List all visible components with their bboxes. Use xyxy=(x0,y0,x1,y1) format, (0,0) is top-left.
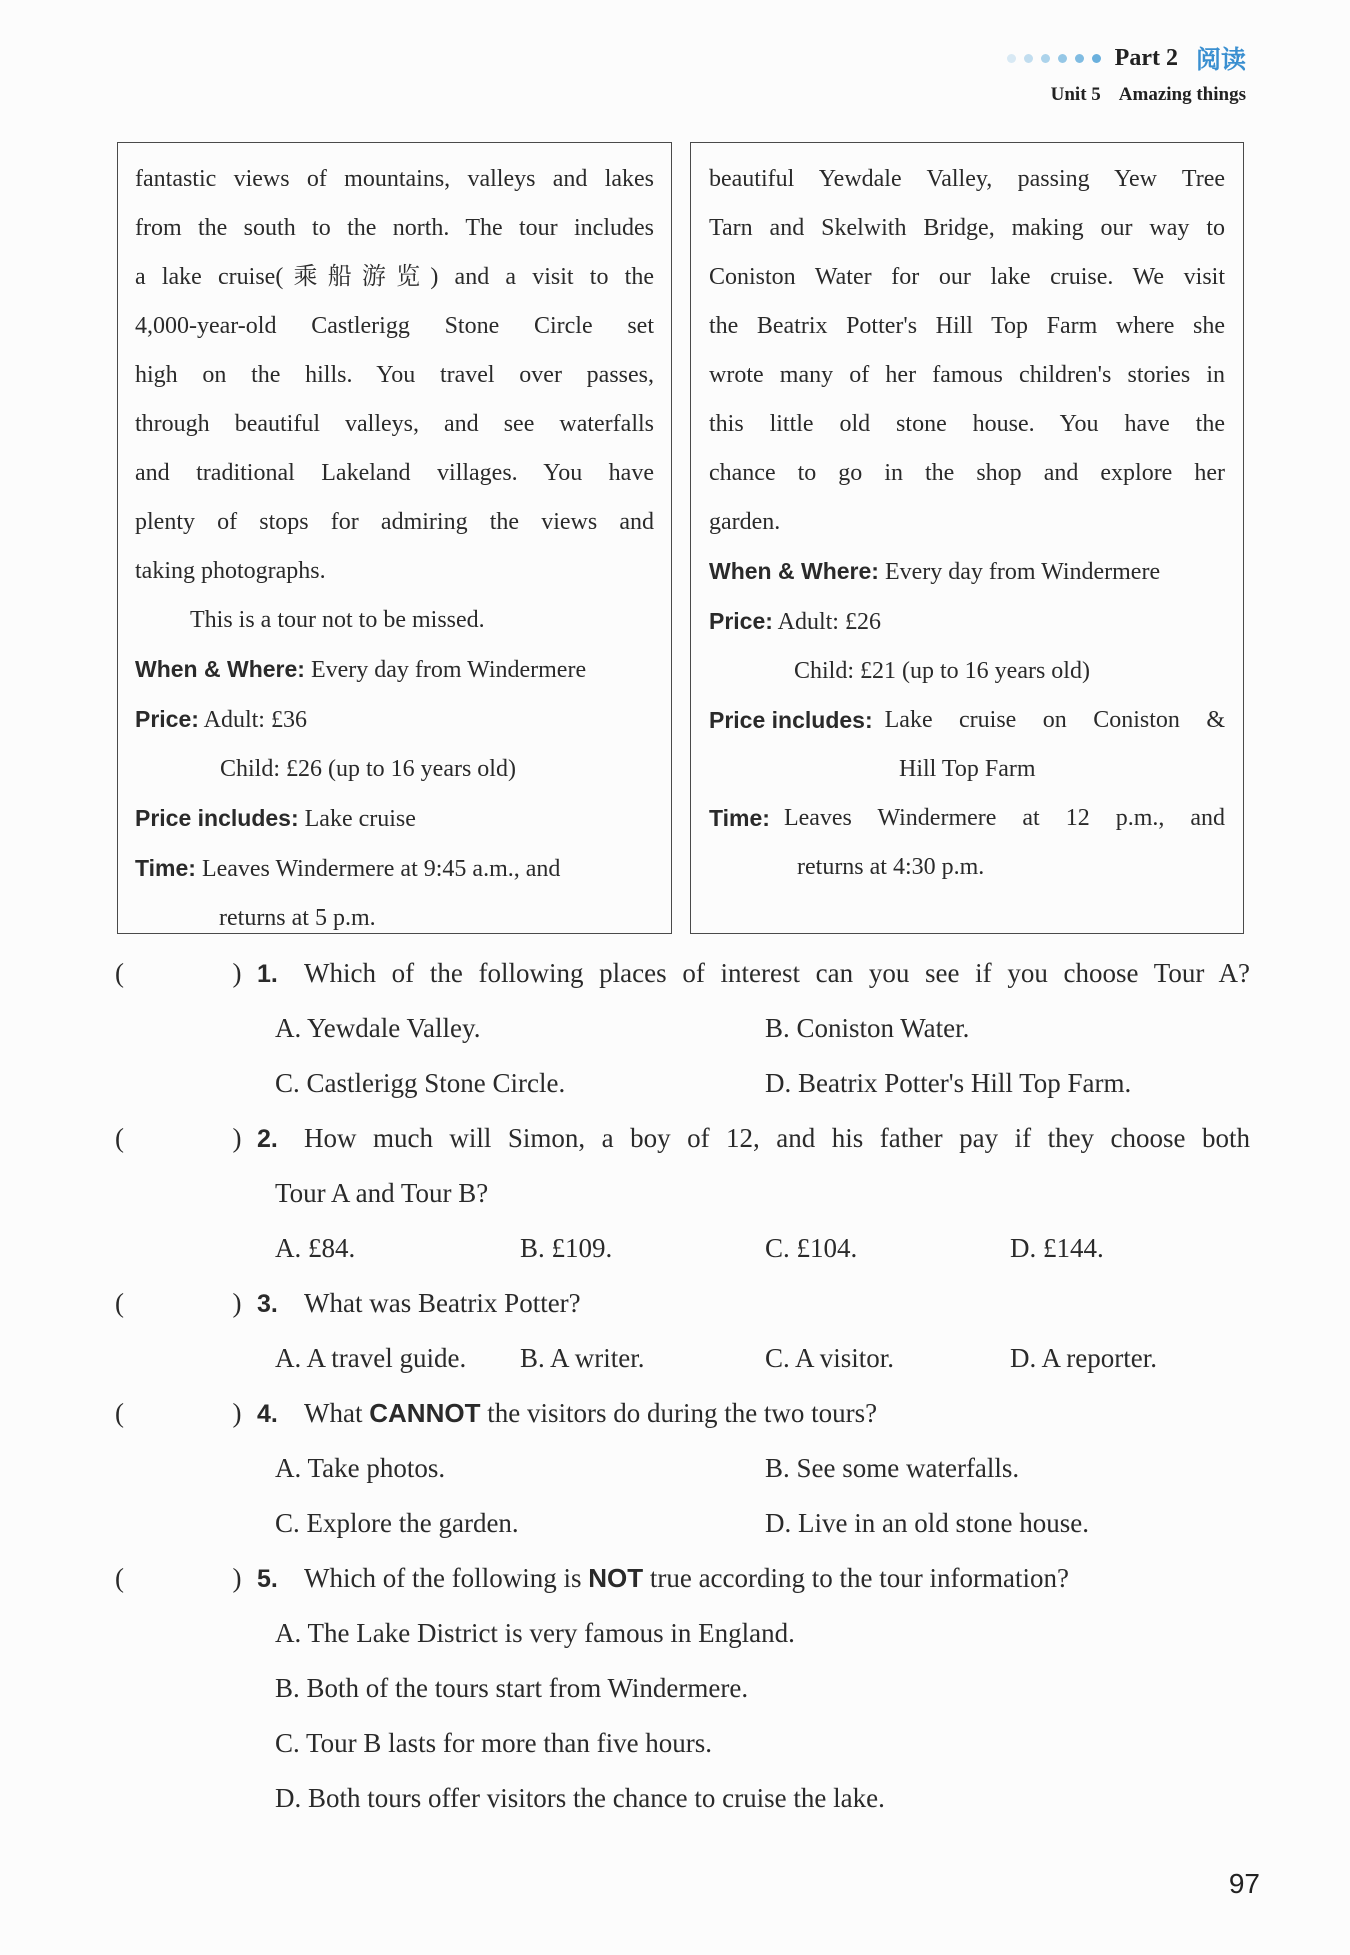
unit-title: Amazing things xyxy=(1118,84,1246,105)
when-where-label: When & Where: xyxy=(135,656,305,682)
option-a[interactable]: A. Yewdale Valley. xyxy=(275,1013,481,1043)
question-4 xyxy=(115,1386,1250,1551)
answer-blank[interactable]: ) xyxy=(232,958,242,988)
text-line: chance to go in the shop and explore her xyxy=(709,460,1225,486)
question-text: What CANNOT the visitors do during the two tours? xyxy=(304,1398,878,1428)
option-b[interactable]: B. Both of the tours start from Windermere. xyxy=(275,1673,749,1703)
option-c[interactable]: C. Tour B lasts for more than five hours. xyxy=(275,1728,713,1758)
question-number: 3. xyxy=(257,1290,278,1318)
emphasis-word: CANNOT xyxy=(369,1398,481,1428)
option-d[interactable]: D. £144. xyxy=(1010,1233,1104,1263)
decorative-dots xyxy=(1007,54,1101,63)
option-c[interactable]: C. A visitor. xyxy=(765,1343,895,1373)
text-line: through beautiful valleys, and see waterfalls xyxy=(135,411,654,437)
answer-paren-open: ( xyxy=(115,1398,124,1428)
answer-blank[interactable]: ) xyxy=(232,1563,242,1593)
price-label: Price: xyxy=(709,608,773,634)
price-child: Child: £21 (up to 16 years old) xyxy=(794,658,1090,684)
answer-blank[interactable]: ) xyxy=(232,1398,242,1428)
when-where-row xyxy=(709,547,1225,597)
price-child: Child: £26 (up to 16 years old) xyxy=(220,756,516,782)
price-row xyxy=(135,695,654,745)
when-where-value: Every day from Windermere xyxy=(310,657,587,683)
option-b[interactable]: B. A writer. xyxy=(520,1343,645,1373)
price-includes-row xyxy=(709,696,1225,745)
text-line: a lake cruise(乘船游览) and a visit to the xyxy=(135,264,654,290)
text-line: taking photographs. xyxy=(135,558,326,584)
answer-paren-open: ( xyxy=(115,1288,124,1318)
price-adult: Adult: £36 xyxy=(203,707,307,733)
text-line: this little old stone house. You have the xyxy=(709,411,1225,437)
answer-paren-open: ( xyxy=(115,1123,124,1153)
when-where-value: Every day from Windermere xyxy=(884,559,1161,585)
tour-a-box xyxy=(117,142,672,934)
price-includes-label: Price includes: xyxy=(709,707,873,733)
price-includes-value: Lake cruise on Coniston & xyxy=(884,707,1225,733)
text-line: garden. xyxy=(709,509,781,535)
price-includes-label: Price includes: xyxy=(135,805,299,831)
question-text: How much will Simon, a boy of 12, and his father pay if they choose both xyxy=(304,1123,1250,1153)
price-includes-row xyxy=(135,794,654,844)
text-line: Tarn and Skelwith Bridge, making our way to xyxy=(709,215,1225,241)
price-adult: Adult: £26 xyxy=(777,609,881,635)
answer-blank[interactable]: ) xyxy=(232,1123,242,1153)
part-chinese-label: 阅读 xyxy=(1195,45,1246,74)
answer-blank[interactable]: ) xyxy=(232,1288,242,1318)
option-d[interactable]: D. Both tours offer visitors the chance to cruise the lake. xyxy=(275,1783,885,1813)
text-line: Coniston Water for our lake cruise. We visit xyxy=(709,264,1225,290)
text-line: beautiful Yewdale Valley, passing Yew Tree xyxy=(709,166,1225,192)
tour-b-description xyxy=(709,155,1225,547)
option-b[interactable]: B. See some waterfalls. xyxy=(765,1453,1020,1483)
question-number: 2. xyxy=(257,1125,278,1153)
unit-line xyxy=(1007,84,1246,106)
text-line: 4,000-year-old Castlerigg Stone Circle set xyxy=(135,313,654,339)
answer-paren-open: ( xyxy=(115,958,124,988)
unit-label: Unit 5 xyxy=(1050,84,1101,105)
when-where-label: When & Where: xyxy=(709,558,879,584)
price-label: Price: xyxy=(135,706,199,732)
question-number: 4. xyxy=(257,1400,278,1428)
question-number: 1. xyxy=(257,960,278,988)
question-text: What was Beatrix Potter? xyxy=(304,1288,581,1318)
time-value-cont: returns at 5 p.m. xyxy=(219,905,376,931)
question-list xyxy=(115,946,1250,1826)
tour-a-description xyxy=(135,155,654,596)
text-line: and traditional Lakeland villages. You have xyxy=(135,460,654,486)
text-line: fantastic views of mountains, valleys and lakes xyxy=(135,166,654,192)
question-text-cont: Tour A and Tour B? xyxy=(275,1178,489,1208)
option-a[interactable]: A. £84. xyxy=(275,1233,356,1263)
time-label: Time: xyxy=(135,855,196,881)
closing-line: This is a tour not to be missed. xyxy=(190,607,485,633)
text-line: the Beatrix Potter's Hill Top Farm where she xyxy=(709,313,1225,339)
price-includes-value: Lake cruise xyxy=(304,806,416,832)
when-where-row xyxy=(135,645,654,695)
time-value-cont: returns at 4:30 p.m. xyxy=(797,854,985,880)
question-text: Which of the following places of interest can you see if you choose Tour A? xyxy=(304,958,1250,988)
option-d[interactable]: D. Beatrix Potter's Hill Top Farm. xyxy=(765,1068,1132,1098)
option-b[interactable]: B. Coniston Water. xyxy=(765,1013,970,1043)
option-a[interactable]: A. The Lake District is very famous in England. xyxy=(275,1618,795,1648)
question-text: Which of the following is NOT true according to the tour information? xyxy=(304,1563,1069,1593)
question-3 xyxy=(115,1276,1250,1386)
option-c[interactable]: C. £104. xyxy=(765,1233,858,1263)
time-value: Leaves Windermere at 12 p.m., and xyxy=(783,805,1225,831)
price-includes-value-cont: Hill Top Farm xyxy=(899,756,1036,782)
option-d[interactable]: D. A reporter. xyxy=(1010,1343,1157,1373)
text-line: plenty of stops for admiring the views and xyxy=(135,509,654,535)
question-number: 5. xyxy=(257,1565,278,1593)
question-2 xyxy=(115,1111,1250,1276)
text-line: from the south to the north. The tour includes xyxy=(135,215,654,241)
part-label: Part 2 xyxy=(1114,44,1178,71)
page-header xyxy=(1007,40,1246,106)
emphasis-word: NOT xyxy=(588,1563,644,1593)
option-c[interactable]: C. Explore the garden. xyxy=(275,1508,519,1538)
price-row xyxy=(709,597,1225,647)
option-d[interactable]: D. Live in an old stone house. xyxy=(765,1508,1089,1538)
option-a[interactable]: A. Take photos. xyxy=(275,1453,446,1483)
time-label: Time: xyxy=(709,805,770,831)
time-row xyxy=(709,794,1225,843)
answer-paren-open: ( xyxy=(115,1563,124,1593)
option-a[interactable]: A. A travel guide. xyxy=(275,1343,467,1373)
text-line: wrote many of her famous children's stories in xyxy=(709,362,1225,388)
question-5 xyxy=(115,1551,1250,1826)
text-line: high on the hills. You travel over passes, xyxy=(135,362,654,388)
tour-b-box xyxy=(690,142,1244,934)
time-row xyxy=(135,844,654,894)
question-1 xyxy=(115,946,1250,1111)
option-b[interactable]: B. £109. xyxy=(520,1233,613,1263)
page-number: 97 xyxy=(1228,1868,1260,1899)
option-c[interactable]: C. Castlerigg Stone Circle. xyxy=(275,1068,566,1098)
time-value: Leaves Windermere at 9:45 a.m., and xyxy=(201,856,561,882)
